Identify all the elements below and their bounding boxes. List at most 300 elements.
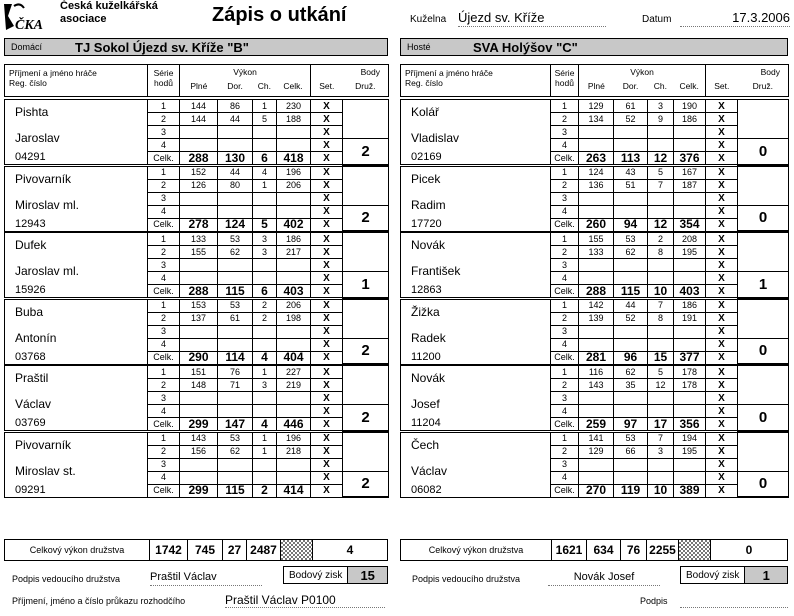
throws-header: hodů <box>555 78 574 88</box>
home-total-miss: 27 <box>222 540 246 560</box>
player-surname: Novák <box>401 233 551 259</box>
series-number: 3 <box>551 458 579 471</box>
set-mark: X <box>706 392 738 405</box>
points-column-header <box>311 65 389 97</box>
value-total: 404 <box>277 351 311 364</box>
value-total <box>674 338 706 351</box>
value-miss: 1 <box>253 179 277 192</box>
value-clear: 115 <box>218 285 253 298</box>
value-clear: 44 <box>218 113 253 126</box>
series-header: Série <box>554 68 575 78</box>
value-total: 219 <box>277 379 311 392</box>
value-miss: 4 <box>253 166 277 179</box>
value-clear: 35 <box>614 379 648 392</box>
value-full <box>180 405 218 418</box>
value-miss <box>253 458 277 471</box>
team-points-spacer <box>343 166 389 205</box>
team-points-spacer <box>738 166 789 205</box>
player-reg-number: 04291 <box>5 152 148 165</box>
player-team-points: 2 <box>343 471 389 497</box>
org-line-1: Česká kuželkářská <box>60 0 158 12</box>
set-mark: X <box>311 338 343 351</box>
value-total <box>674 139 706 152</box>
value-full: 143 <box>579 379 614 392</box>
value-full <box>180 259 218 272</box>
set-mark: X <box>311 113 343 126</box>
value-full: 151 <box>180 366 218 379</box>
series-number: 2 <box>148 312 180 325</box>
value-total <box>277 392 311 405</box>
total-label: Celk. <box>551 418 579 431</box>
value-miss <box>648 205 674 218</box>
value-clear <box>614 405 648 418</box>
value-full: 144 <box>180 100 218 113</box>
value-full: 263 <box>579 152 614 165</box>
value-total: 196 <box>277 166 311 179</box>
series-number: 1 <box>148 299 180 312</box>
value-full: 144 <box>180 113 218 126</box>
total-label: Celk. <box>551 218 579 231</box>
series-number: 3 <box>148 259 180 272</box>
reg-header: Reg. číslo <box>405 78 443 88</box>
value-miss <box>648 272 674 285</box>
player-team-points: 0 <box>738 471 789 497</box>
value-miss: 2 <box>253 299 277 312</box>
series-row <box>5 126 389 139</box>
value-miss: 2 <box>253 484 277 497</box>
series-row <box>401 192 789 205</box>
value-clear: 61 <box>218 312 253 325</box>
set-mark: X <box>706 325 738 338</box>
series-number: 4 <box>551 338 579 351</box>
value-total: 195 <box>674 246 706 259</box>
home-label: Domácí <box>11 42 43 52</box>
player-reg-number: 11200 <box>401 351 551 364</box>
player-surname: Pivovarník <box>5 166 148 192</box>
performance-subheaders <box>579 81 705 91</box>
value-clear: 124 <box>218 218 253 231</box>
reg-header: Reg. číslo <box>9 78 47 88</box>
performance-header: Výkon <box>630 67 654 77</box>
value-full <box>579 471 614 484</box>
value-total: 195 <box>674 445 706 458</box>
player-surname: Čech <box>401 432 551 458</box>
value-clear: 53 <box>614 432 648 445</box>
total-label: Celk. <box>148 484 180 497</box>
set-mark: X <box>706 471 738 484</box>
value-total: 206 <box>277 179 311 192</box>
value-miss: 6 <box>253 285 277 298</box>
player-first-name: František <box>401 259 551 285</box>
series-number: 2 <box>551 179 579 192</box>
team-points-spacer <box>738 432 789 471</box>
value-full: 136 <box>579 179 614 192</box>
series-number: 2 <box>148 246 180 259</box>
set-mark: X <box>706 205 738 218</box>
home-total-hatched <box>280 540 312 560</box>
set-mark: X <box>311 272 343 285</box>
value-clear: 51 <box>614 179 648 192</box>
player-team-points: 2 <box>343 139 389 165</box>
series-number: 2 <box>551 246 579 259</box>
set-mark: X <box>311 233 343 246</box>
value-clear: 53 <box>614 233 648 246</box>
performance-subheaders <box>180 81 310 91</box>
team-points-spacer <box>343 100 389 139</box>
series-column-header <box>551 65 579 97</box>
series-row <box>401 233 789 246</box>
series-number: 3 <box>148 458 180 471</box>
logo-text: ČKA <box>15 18 44 32</box>
value-miss: 8 <box>648 312 674 325</box>
value-full <box>579 392 614 405</box>
player-team-points: 1 <box>738 272 789 298</box>
series-number: 1 <box>148 233 180 246</box>
set-mark: X <box>311 471 343 484</box>
series-number: 4 <box>551 405 579 418</box>
player-first-name: Miroslav ml. <box>5 192 148 218</box>
set-mark: X <box>706 445 738 458</box>
value-clear <box>218 272 253 285</box>
value-clear <box>614 205 648 218</box>
home-captain-label: Podpis vedoucího družstva <box>12 574 121 584</box>
value-full: 259 <box>579 418 614 431</box>
value-miss: 1 <box>253 445 277 458</box>
value-total: 414 <box>277 484 311 497</box>
value-total <box>674 471 706 484</box>
value-miss <box>253 205 277 218</box>
value-total <box>277 139 311 152</box>
series-header: Série <box>153 68 174 78</box>
referee-label: Příjmení, jméno a číslo průkazu rozhodčího <box>12 596 186 606</box>
home-captain-name: Praštil Václav <box>150 571 262 586</box>
miss-header: Ch. <box>257 81 271 91</box>
total-label: Celk. <box>551 152 579 165</box>
player-reg-number: 11204 <box>401 418 551 431</box>
value-clear <box>614 325 648 338</box>
value-total: 198 <box>277 312 311 325</box>
player-team-points: 2 <box>343 205 389 231</box>
away-points-gain <box>680 566 788 584</box>
series-number: 1 <box>551 366 579 379</box>
team-points-spacer <box>343 299 389 338</box>
value-full: 142 <box>579 299 614 312</box>
value-clear <box>614 139 648 152</box>
value-total <box>277 192 311 205</box>
value-miss: 5 <box>648 366 674 379</box>
series-number: 4 <box>148 338 180 351</box>
series-row <box>401 100 789 113</box>
series-row <box>401 126 789 139</box>
player-total-row <box>5 152 389 165</box>
value-miss <box>253 392 277 405</box>
name-column-header <box>5 65 148 97</box>
date-value: 17.3.2006 <box>680 10 790 27</box>
value-miss <box>253 139 277 152</box>
player-surname: Dufek <box>5 233 148 259</box>
value-clear: 97 <box>614 418 648 431</box>
value-full <box>180 471 218 484</box>
set-mark: X <box>311 405 343 418</box>
value-clear: 53 <box>218 233 253 246</box>
player-first-name: Josef <box>401 392 551 418</box>
value-full: 299 <box>180 418 218 431</box>
value-total: 418 <box>277 152 311 165</box>
value-clear: 113 <box>614 152 648 165</box>
set-mark: X <box>311 312 343 325</box>
value-total <box>277 205 311 218</box>
value-full: 137 <box>180 312 218 325</box>
set-mark: X <box>311 458 343 471</box>
away-gain-value: 1 <box>744 567 787 583</box>
series-row <box>5 366 389 379</box>
series-number: 4 <box>551 205 579 218</box>
value-miss <box>648 139 674 152</box>
value-full: 290 <box>180 351 218 364</box>
player-surname: Novák <box>401 366 551 392</box>
value-total <box>277 272 311 285</box>
series-number: 2 <box>148 179 180 192</box>
value-clear: 62 <box>614 246 648 259</box>
team-points-spacer <box>738 366 789 405</box>
value-full: 288 <box>180 152 218 165</box>
value-total <box>674 126 706 139</box>
set-mark: X <box>706 484 738 497</box>
player-surname: Pishta <box>5 100 148 126</box>
away-captain-name: Novák Josef <box>548 571 660 586</box>
value-total: 186 <box>277 233 311 246</box>
series-number: 3 <box>551 126 579 139</box>
value-miss: 7 <box>648 179 674 192</box>
player-reg-number: 12863 <box>401 285 551 298</box>
total-header: Celk. <box>679 81 699 91</box>
value-clear <box>218 392 253 405</box>
set-mark: X <box>706 139 738 152</box>
set-mark: X <box>311 484 343 497</box>
away-total-sum: 2255 <box>646 540 678 560</box>
value-full <box>180 126 218 139</box>
points-header: Body <box>360 67 380 77</box>
series-row <box>401 392 789 405</box>
value-clear: 147 <box>218 418 253 431</box>
value-miss <box>648 259 674 272</box>
value-miss <box>253 272 277 285</box>
value-full <box>579 325 614 338</box>
series-row <box>401 259 789 272</box>
value-total <box>674 192 706 205</box>
set-mark: X <box>311 445 343 458</box>
home-total-clear: 745 <box>187 540 222 560</box>
venue-label: Kuželna <box>410 14 447 25</box>
value-clear: 96 <box>614 351 648 364</box>
value-total: 446 <box>277 418 311 431</box>
value-full: 129 <box>579 445 614 458</box>
value-full: 281 <box>579 351 614 364</box>
series-row <box>401 366 789 379</box>
value-total <box>277 405 311 418</box>
player-total-row <box>401 418 789 431</box>
value-clear <box>218 405 253 418</box>
value-miss <box>648 458 674 471</box>
set-mark: X <box>706 166 738 179</box>
player-reg-number: 03768 <box>5 351 148 364</box>
set-mark: X <box>706 233 738 246</box>
performance-header: Výkon <box>233 67 257 77</box>
value-clear <box>614 126 648 139</box>
value-miss: 8 <box>648 246 674 259</box>
value-clear: 80 <box>218 179 253 192</box>
away-gain-label: Bodový zisk <box>681 567 744 583</box>
value-full <box>579 192 614 205</box>
series-number: 1 <box>148 366 180 379</box>
value-full: 133 <box>180 233 218 246</box>
value-miss <box>253 405 277 418</box>
series-row <box>401 325 789 338</box>
value-total <box>674 272 706 285</box>
set-mark: X <box>311 379 343 392</box>
value-total <box>674 392 706 405</box>
player-first-name: Antonín <box>5 325 148 351</box>
value-miss: 12 <box>648 218 674 231</box>
value-total <box>277 471 311 484</box>
set-mark: X <box>311 179 343 192</box>
series-row <box>5 458 389 471</box>
away-total-label: Celkový výkon družstva <box>428 545 524 555</box>
set-mark: X <box>311 139 343 152</box>
player-reg-number: 06082 <box>401 484 551 497</box>
value-miss <box>648 126 674 139</box>
series-number: 1 <box>551 432 579 445</box>
series-number: 2 <box>551 113 579 126</box>
date-label: Datum <box>642 14 672 25</box>
away-total-hatched <box>678 540 710 560</box>
series-number: 1 <box>148 166 180 179</box>
value-miss: 10 <box>648 484 674 497</box>
value-total: 191 <box>674 312 706 325</box>
value-clear: 53 <box>218 299 253 312</box>
series-number: 3 <box>148 192 180 205</box>
series-number: 3 <box>148 392 180 405</box>
player-surname: Picek <box>401 166 551 192</box>
set-mark: X <box>311 285 343 298</box>
player-surname: Žižka <box>401 299 551 325</box>
series-number: 1 <box>551 166 579 179</box>
set-mark: X <box>311 126 343 139</box>
value-clear: 76 <box>218 366 253 379</box>
value-full <box>180 192 218 205</box>
home-team-name: TJ Sokol Újezd sv. Kříže "B" <box>75 40 249 55</box>
throws-header: hodů <box>154 78 173 88</box>
value-clear: 44 <box>614 299 648 312</box>
value-clear <box>614 338 648 351</box>
player-reg-number: 15926 <box>5 285 148 298</box>
player-surname: Buba <box>5 299 148 325</box>
value-total <box>674 205 706 218</box>
clear-header: Dor. <box>227 81 243 91</box>
set-mark: X <box>706 152 738 165</box>
value-total: 186 <box>674 113 706 126</box>
home-gain-value: 15 <box>347 567 387 583</box>
set-mark: X <box>706 113 738 126</box>
value-total: 208 <box>674 233 706 246</box>
value-miss: 17 <box>648 418 674 431</box>
value-clear <box>218 259 253 272</box>
player-team-points: 1 <box>343 272 389 298</box>
value-full: 260 <box>579 218 614 231</box>
value-total: 188 <box>277 113 311 126</box>
value-clear <box>218 205 253 218</box>
value-miss: 1 <box>253 432 277 445</box>
away-team-name: SVA Holýšov "C" <box>473 40 578 55</box>
name-column-header <box>401 65 551 97</box>
value-clear: 62 <box>218 246 253 259</box>
value-clear: 115 <box>218 484 253 497</box>
value-clear: 61 <box>614 100 648 113</box>
set-mark: X <box>311 418 343 431</box>
value-miss <box>253 259 277 272</box>
full-header: Plné <box>190 81 208 91</box>
player-first-name: Jaroslav <box>5 126 148 152</box>
away-captain-label: Podpis vedoucího družstva <box>412 574 521 584</box>
total-label: Celk. <box>551 285 579 298</box>
value-miss <box>648 192 674 205</box>
value-miss <box>253 126 277 139</box>
player-total-row <box>401 218 789 231</box>
value-miss: 6 <box>253 152 277 165</box>
player-reg-number: 17720 <box>401 218 551 231</box>
player-reg-number: 02169 <box>401 152 551 165</box>
value-clear <box>614 192 648 205</box>
set-mark: X <box>706 285 738 298</box>
series-number: 4 <box>551 471 579 484</box>
value-clear: 86 <box>218 100 253 113</box>
set-mark: X <box>311 432 343 445</box>
value-total <box>674 458 706 471</box>
value-full: 129 <box>579 100 614 113</box>
value-total: 403 <box>674 285 706 298</box>
value-miss: 5 <box>253 218 277 231</box>
away-total-clear: 634 <box>586 540 620 560</box>
player-total-row <box>5 351 389 364</box>
set-mark: X <box>706 299 738 312</box>
away-label: Hosté <box>407 42 431 52</box>
home-gain-label: Bodový zisk <box>284 567 347 583</box>
set-mark: X <box>311 218 343 231</box>
series-row <box>5 392 389 405</box>
value-full <box>579 139 614 152</box>
total-label: Celk. <box>148 152 180 165</box>
value-miss: 12 <box>648 152 674 165</box>
points-subheaders <box>311 81 388 91</box>
series-number: 3 <box>148 325 180 338</box>
venue-value: Újezd sv. Kříže <box>458 10 606 27</box>
player-total-row <box>401 351 789 364</box>
set-mark: X <box>706 218 738 231</box>
value-miss <box>253 338 277 351</box>
series-number: 3 <box>148 126 180 139</box>
value-miss: 1 <box>253 100 277 113</box>
value-full <box>579 205 614 218</box>
home-points-gain <box>283 566 388 584</box>
set-mark: X <box>706 366 738 379</box>
value-miss <box>648 338 674 351</box>
value-total: 354 <box>674 218 706 231</box>
value-total: 187 <box>674 179 706 192</box>
team-header: Druž. <box>355 81 376 91</box>
player-total-row <box>401 152 789 165</box>
value-full <box>579 259 614 272</box>
signature-label: Podpis <box>640 596 668 606</box>
